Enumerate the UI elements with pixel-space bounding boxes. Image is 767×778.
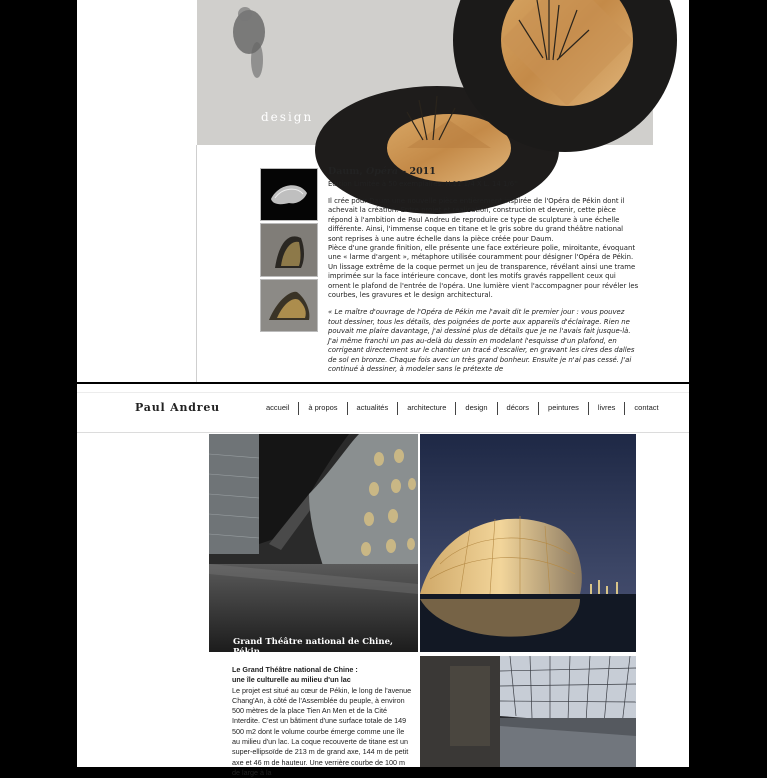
article: [328, 166, 640, 374]
nav-contact[interactable]: contact: [634, 403, 659, 412]
nav-design[interactable]: design: [465, 403, 488, 412]
article-edition: Edition Limitée à 50 exemplaires. H.11 1/4 X L. 14 1/6'': [328, 180, 518, 188]
thumbnail-2[interactable]: [260, 223, 318, 277]
article-title: Daum, Opéra – 2011: [328, 166, 436, 177]
description-title-line-2: une île culturelle au milieu d'un lac: [232, 675, 351, 685]
top-page: [77, 0, 689, 382]
thumbnail-2-image: [261, 224, 317, 276]
nav-livres[interactable]: livres: [597, 403, 616, 412]
nav-decors[interactable]: décors: [506, 403, 530, 412]
nav-architecture[interactable]: architecture: [407, 403, 447, 412]
photo-caption: Grand Théâtre national de Chine, Pékin: [233, 637, 393, 657]
article-paragraph-1: Il crée pour Daum une nouvelle pièce entièrement inspirée de l'Opéra de Pékin dont il achevait la création. Entre projet et réalisation, construction et devenir, cette pièce répond à l'ambition de Paul Andreu de reproduire ce type de sculpture à une échelle différente. Ainsi, l'immense coque en titane et le gris sobre du grand théâtre national sont reprises à une autre échelle dans la pièce créée pour Daum.: [328, 197, 625, 243]
description-body: Le projet est situé au cœur de Pékin, le long de l'avenue Chang'An, à côté de l'Assemblée du peuple, à environ 500 mètres de la place Tien An Men et de la Cité Interdite. C'est un bâtiment d'une surface totale de 149 500 m2 dont le volume courbe émerge comme une île au milieu d'un lac. La coque recouverte de titane est un super-ellipsoïde de 213 m de grand axe, 144 m de petit axe et 46 m de hauteur. Une verrière courbe de 100 m de large à la: [232, 685, 412, 777]
nav-divider: [77, 432, 689, 433]
interior-escalator-photo[interactable]: [209, 434, 418, 657]
site-logo[interactable]: Paul Andreu: [135, 401, 220, 414]
nav-actualites[interactable]: actualités: [356, 403, 389, 412]
thumbnail-1[interactable]: [260, 168, 318, 221]
hero-banner: [197, 0, 653, 145]
thumbnail-3-image: [261, 280, 317, 331]
column-divider: [196, 145, 197, 382]
main-nav: [257, 401, 668, 415]
hero-section-label: design: [261, 110, 314, 124]
article-paragraph-3: Un lissage extrême de la coque permet un jeu de transparence, révélant ainsi une trame imprimée sur la face intérieure concave, dont les motifs gravés rappellent ceux qui ornent le plafond de l'entrée de l'opéra. Une lumière vient l'accompagner pour révéler les courbes, les gravures et le design architectural.: [328, 262, 639, 300]
opera-dusk-photo[interactable]: [420, 434, 636, 652]
nav-a-propos[interactable]: à propos: [308, 403, 338, 412]
article-paragraph-2: Pièce d'une grande finition, elle présente une face extérieure polie, miroitante, évoquant une « larme d'argent », métaphore utilisée couramment pour désigner l'Opéra de Pékin.: [328, 244, 636, 262]
description-title-line-1: Le Grand Théâtre national de Chine :: [232, 665, 358, 674]
article-quote: « Le maître d'ouvrage de l'Opéra de Pékin me l'avait dit le premier jour : vous pouvez tout dessiner, tous les détails, des poignées de porte aux appareils d'éclairage. Rien ne pouvait me plaire davantage, j'ai dessiné plus de détails que je ne l'avais fait jusque-là. J'ai même franchi un pas au-delà du dessin en modelant l'esquisse d'un plafond, en corrigeant directement sur le chantier un tracé d'escalier, en gravant les cires des dalles de sol en bronze. Chaque fois avec un très grand bonheur. Ensuite je n'ai pas cessé. J'ai continué à dessiner, à modeler sans le prétexte de: [328, 308, 635, 373]
bottom-page: [77, 384, 689, 777]
top-divider: [77, 392, 689, 393]
nav-accueil[interactable]: accueil: [266, 403, 290, 412]
nav-peintures[interactable]: peintures: [548, 403, 579, 412]
thumbnail-3[interactable]: [260, 279, 318, 332]
thumbnail-1-image: [261, 169, 317, 220]
glass-roof-photo[interactable]: [420, 656, 636, 767]
project-description: [232, 665, 412, 778]
